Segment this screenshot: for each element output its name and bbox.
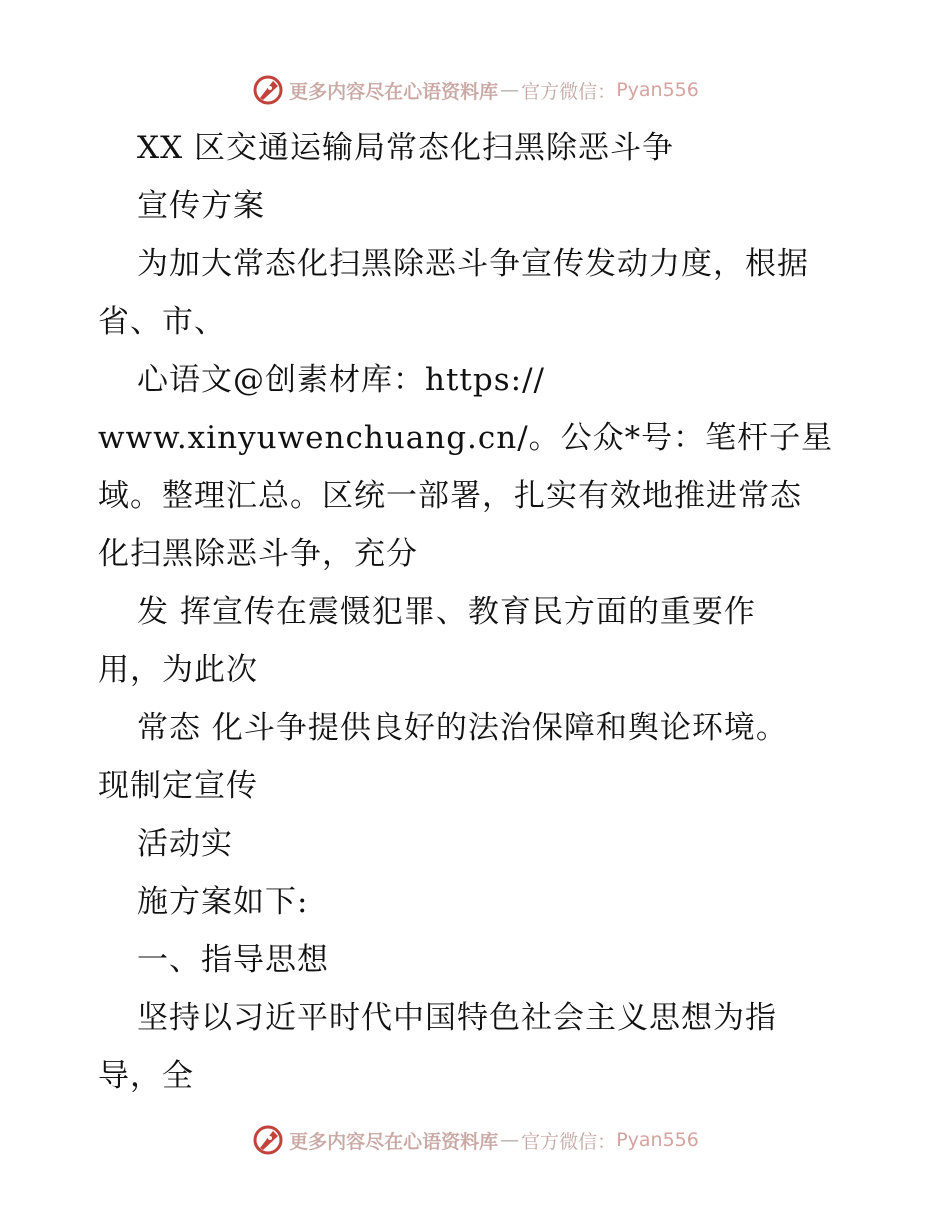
paragraph-line: 用，为此次 — [98, 652, 258, 688]
banner-separator: — — [500, 1129, 520, 1151]
banner-text: 更多内容尽在心语资料库 — [289, 80, 499, 103]
banner-wechat-label: 官方微信： — [521, 1130, 617, 1153]
paragraph-line: 为加大常态化扫黑除恶斗争宣传发动力度，根据 — [137, 246, 809, 282]
paragraph-line: 常态 化斗争提供良好的法治保障和舆论环境。 — [137, 710, 788, 746]
paragraph-line: 坚持以习近平时代中国特色社会主义思想为指 — [137, 1000, 777, 1036]
banner-text: 更多内容尽在心语资料库 — [289, 1130, 499, 1153]
paragraph-line: 域。整理汇总。区统一部署，扎实有效地推进常态 — [98, 478, 802, 514]
paragraph-line: 现制定宣传 — [98, 768, 258, 804]
paragraph-line: 活动实 — [137, 826, 233, 862]
pen-nib-circle-icon — [251, 73, 285, 107]
banner-wechat-id: Pyan556 — [616, 1129, 699, 1151]
paragraph-line: 心语文@创素材库：https:// — [137, 362, 545, 398]
header-watermark-banner — [0, 70, 950, 110]
paragraph-line: www.xinyuwenchuang.cn/。公众*号：笔杆子星 — [98, 420, 834, 456]
paragraph-line: 化扫黑除恶斗争，充分 — [98, 536, 418, 572]
paragraph-line: 导，全 — [98, 1058, 194, 1094]
document-title-line-1: XX 区交通运输局常态化扫黑除恶斗争 — [137, 130, 674, 166]
paragraph-line: 施方案如下: — [137, 884, 309, 920]
pen-nib-circle-icon — [251, 1123, 285, 1157]
banner-separator: — — [500, 79, 520, 101]
banner-wechat-id: Pyan556 — [616, 79, 699, 101]
document-body — [98, 119, 878, 1105]
section-heading: 一、指导思想 — [137, 942, 329, 978]
footer-watermark-banner — [0, 1120, 950, 1160]
document-title-line-2: 宣传方案 — [137, 188, 265, 224]
paragraph-line: 省、市、 — [98, 304, 226, 340]
paragraph-line: 发 挥宣传在震慑犯罪、教育民方面的重要作 — [137, 594, 756, 630]
banner-wechat-label: 官方微信： — [521, 80, 617, 103]
